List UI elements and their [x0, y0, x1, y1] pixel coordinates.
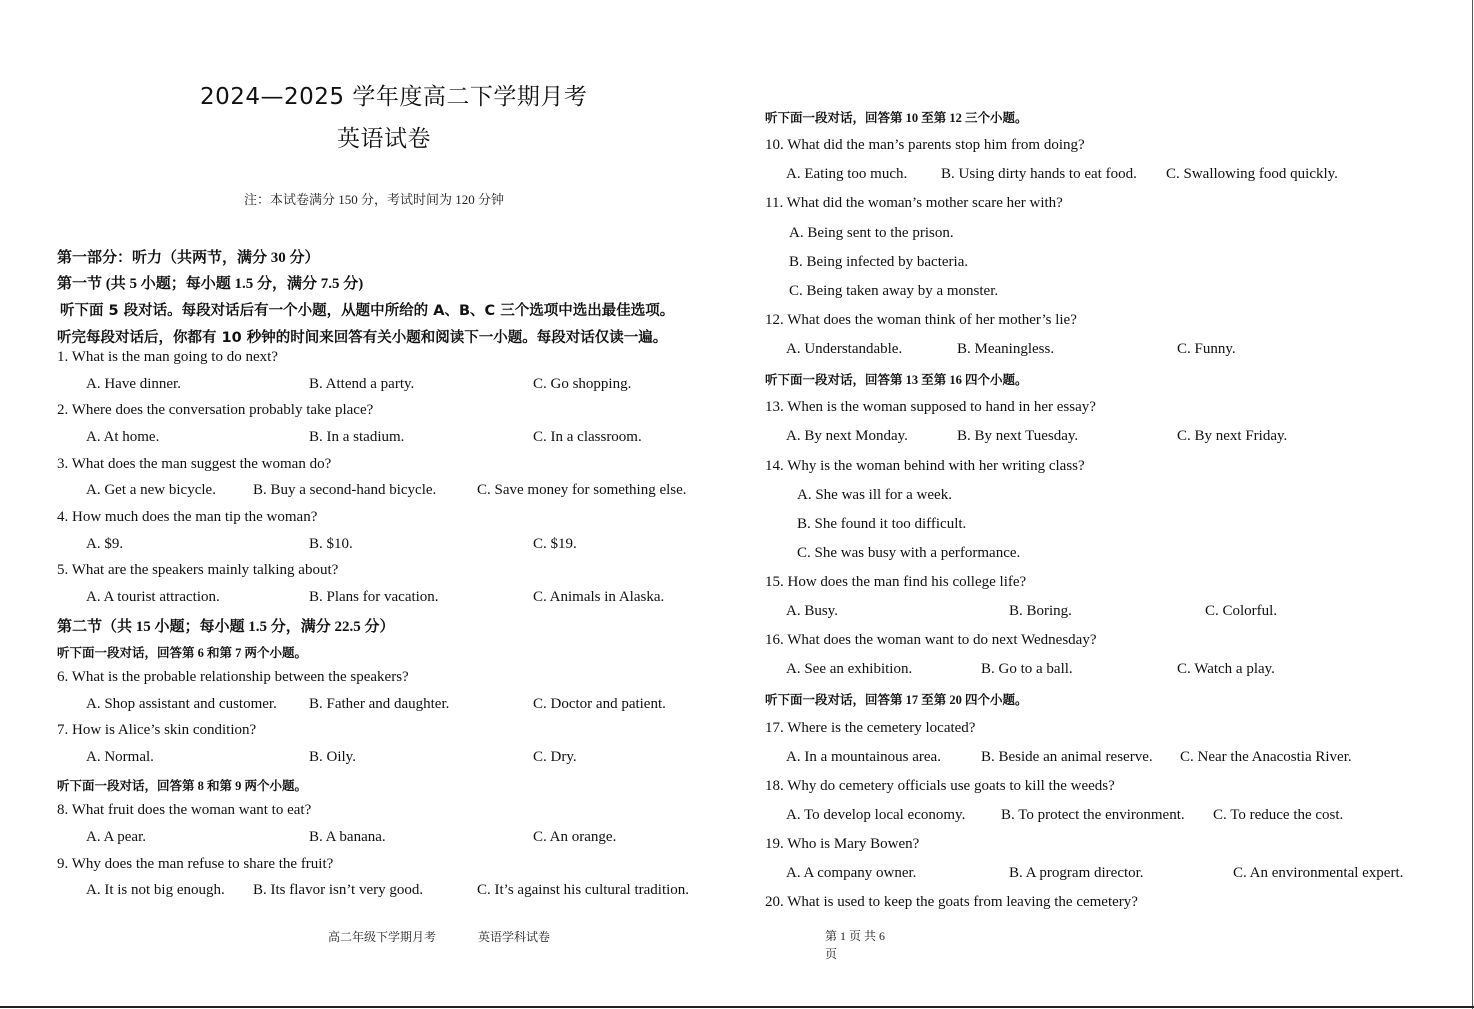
question-10: 10. What did the man’s parents stop him from doing?: [765, 137, 1085, 153]
question-15-option-a: A. Busy.: [786, 603, 838, 619]
question-9: 9. Why does the man refuse to share the fruit?: [57, 856, 334, 872]
question-1: 1. What is the man going to do next?: [57, 349, 278, 365]
question-7-option-a: A. Normal.: [86, 749, 154, 765]
question-16-option-c: C. Watch a play.: [1177, 661, 1275, 677]
question-9-option-c: C. It’s against his cultural tradition.: [477, 882, 690, 898]
question-9-option-b: B. Its flavor isn’t very good.: [253, 882, 424, 898]
question-5-option-a: A. A tourist attraction.: [86, 589, 220, 605]
question-4-option-a: A. $9.: [86, 536, 124, 552]
question-8-option-b: B. A banana.: [309, 829, 386, 845]
section1-instruction-line1: 听下面 5 段对话。每段对话后有一个小题，从题中所给的 A、B、C 三个选项中选出最佳选项。: [60, 303, 675, 319]
question-1-option-b: B. Attend a party.: [309, 376, 415, 392]
question-19: 19. Who is Mary Bowen?: [765, 836, 920, 852]
question-2-option-a: A. At home.: [86, 429, 160, 445]
question-2-option-c: C. In a classroom.: [533, 429, 642, 445]
direction-q17-20: 听下面一段对话，回答第 17 至第 20 四个小题。: [765, 693, 1028, 707]
question-6: 6. What is the probable relationship between the speakers?: [57, 669, 409, 685]
question-1-option-a: A. Have dinner.: [86, 376, 181, 392]
question-4: 4. How much does the man tip the woman?: [57, 509, 318, 525]
question-13-option-c: C. By next Friday.: [1177, 428, 1288, 444]
question-4-option-c: C. $19.: [533, 536, 577, 552]
question-8-option-a: A. A pear.: [86, 829, 146, 845]
question-16-option-a: A. See an exhibition.: [786, 661, 913, 677]
question-14-option-b: B. She found it too difficult.: [797, 516, 967, 532]
question-5-option-b: B. Plans for vacation.: [309, 589, 439, 605]
question-2-option-b: B. In a stadium.: [309, 429, 405, 445]
question-10-option-c: C. Swallowing food quickly.: [1166, 166, 1338, 182]
question-16: 16. What does the woman want to do next Wednesday?: [765, 632, 1097, 648]
exam-title: 2024—2025 学年度高二下学期月考: [200, 84, 588, 110]
question-3-option-b: B. Buy a second-hand bicycle.: [253, 482, 437, 498]
question-3: 3. What does the man suggest the woman do?: [57, 456, 332, 472]
question-14-option-c: C. She was busy with a performance.: [797, 545, 1021, 561]
page-edge-bottom: [0, 1006, 1474, 1008]
question-11: 11. What did the woman’s mother scare her with?: [765, 195, 1063, 211]
question-17-option-c: C. Near the Anacostia River.: [1180, 749, 1352, 765]
exam-note: 注：本试卷满分 150 分，考试时间为 120 分钟: [244, 192, 505, 207]
question-8-option-c: C. An orange.: [533, 829, 617, 845]
question-10-option-a: A. Eating too much.: [786, 166, 908, 182]
footer-page-suffix: 页: [825, 947, 838, 961]
question-17-option-a: A. In a mountainous area.: [786, 749, 941, 765]
section1-instruction-line2: 听完每段对话后，你都有 10 秒钟的时间来回答有关小题和阅读下一小题。每段对话仅读一遍。: [57, 330, 668, 346]
question-18: 18. Why do cemetery officials use goats to kill the weeds?: [765, 778, 1115, 794]
question-15-option-b: B. Boring.: [1009, 603, 1072, 619]
question-6-option-b: B. Father and daughter.: [309, 696, 450, 712]
page-edge-right: [1472, 0, 1473, 1009]
question-1-option-c: C. Go shopping.: [533, 376, 632, 392]
question-5: 5. What are the speakers mainly talking about?: [57, 562, 339, 578]
question-20: 20. What is used to keep the goats from leaving the cemetery?: [765, 894, 1138, 910]
question-9-option-a: A. It is not big enough.: [86, 882, 225, 898]
direction-q6-7: 听下面一段对话，回答第 6 和第 7 两个小题。: [57, 646, 308, 660]
question-3-option-c: C. Save money for something else.: [477, 482, 687, 498]
question-10-option-b: B. Using dirty hands to eat food.: [941, 166, 1137, 182]
direction-q8-9: 听下面一段对话，回答第 8 和第 9 两个小题。: [57, 779, 308, 793]
question-13-option-a: A. By next Monday.: [786, 428, 908, 444]
question-12-option-c: C. Funny.: [1177, 341, 1236, 357]
question-19-option-a: A. A company owner.: [786, 865, 917, 881]
question-6-option-a: A. Shop assistant and customer.: [86, 696, 277, 712]
exam-subtitle: 英语试卷: [337, 126, 431, 152]
question-17: 17. Where is the cemetery located?: [765, 720, 976, 736]
question-12: 12. What does the woman think of her mother’s lie?: [765, 312, 1077, 328]
question-7: 7. How is Alice’s skin condition?: [57, 722, 257, 738]
question-18-option-a: A. To develop local economy.: [786, 807, 966, 823]
section1-title: 第一节 (共 5 小题；每小题 1.5 分，满分 7.5 分): [57, 276, 364, 292]
question-15: 15. How does the man find his college life?: [765, 574, 1027, 590]
question-13-option-b: B. By next Tuesday.: [957, 428, 1079, 444]
question-15-option-c: C. Colorful.: [1205, 603, 1278, 619]
question-4-option-b: B. $10.: [309, 536, 353, 552]
question-19-option-b: B. A program director.: [1009, 865, 1144, 881]
question-11-option-b: B. Being infected by bacteria.: [789, 254, 969, 270]
question-19-option-c: C. An environmental expert.: [1233, 865, 1404, 881]
question-8: 8. What fruit does the woman want to eat?: [57, 802, 312, 818]
question-11-option-a: A. Being sent to the prison.: [789, 225, 954, 241]
question-5-option-c: C. Animals in Alaska.: [533, 589, 665, 605]
question-6-option-c: C. Doctor and patient.: [533, 696, 666, 712]
question-14-option-a: A. She was ill for a week.: [797, 487, 952, 503]
question-17-option-b: B. Beside an animal reserve.: [981, 749, 1153, 765]
question-3-option-a: A. Get a new bicycle.: [86, 482, 216, 498]
footer-grade: 高二年级下学期月考: [328, 930, 437, 944]
question-11-option-c: C. Being taken away by a monster.: [789, 283, 999, 299]
question-12-option-b: B. Meaningless.: [957, 341, 1055, 357]
question-12-option-a: A. Understandable.: [786, 341, 903, 357]
footer-page-number: 第 1 页 共 6: [825, 929, 886, 943]
question-13: 13. When is the woman supposed to hand in her essay?: [765, 399, 1096, 415]
question-18-option-b: B. To protect the environment.: [1001, 807, 1185, 823]
direction-q13-16: 听下面一段对话，回答第 13 至第 16 四个小题。: [765, 373, 1028, 387]
question-7-option-b: B. Oily.: [309, 749, 356, 765]
direction-q10-12: 听下面一段对话，回答第 10 至第 12 三个小题。: [765, 111, 1028, 125]
question-14: 14. Why is the woman behind with her writing class?: [765, 458, 1085, 474]
question-18-option-c: C. To reduce the cost.: [1213, 807, 1344, 823]
question-2: 2. Where does the conversation probably take place?: [57, 402, 374, 418]
part1-title: 第一部分：听力（共两节，满分 30 分）: [57, 250, 320, 266]
section2-title: 第二节（共 15 小题；每小题 1.5 分，满分 22.5 分）: [57, 619, 395, 635]
footer-subject: 英语学科试卷: [478, 930, 551, 944]
question-16-option-b: B. Go to a ball.: [981, 661, 1073, 677]
question-7-option-c: C. Dry.: [533, 749, 577, 765]
